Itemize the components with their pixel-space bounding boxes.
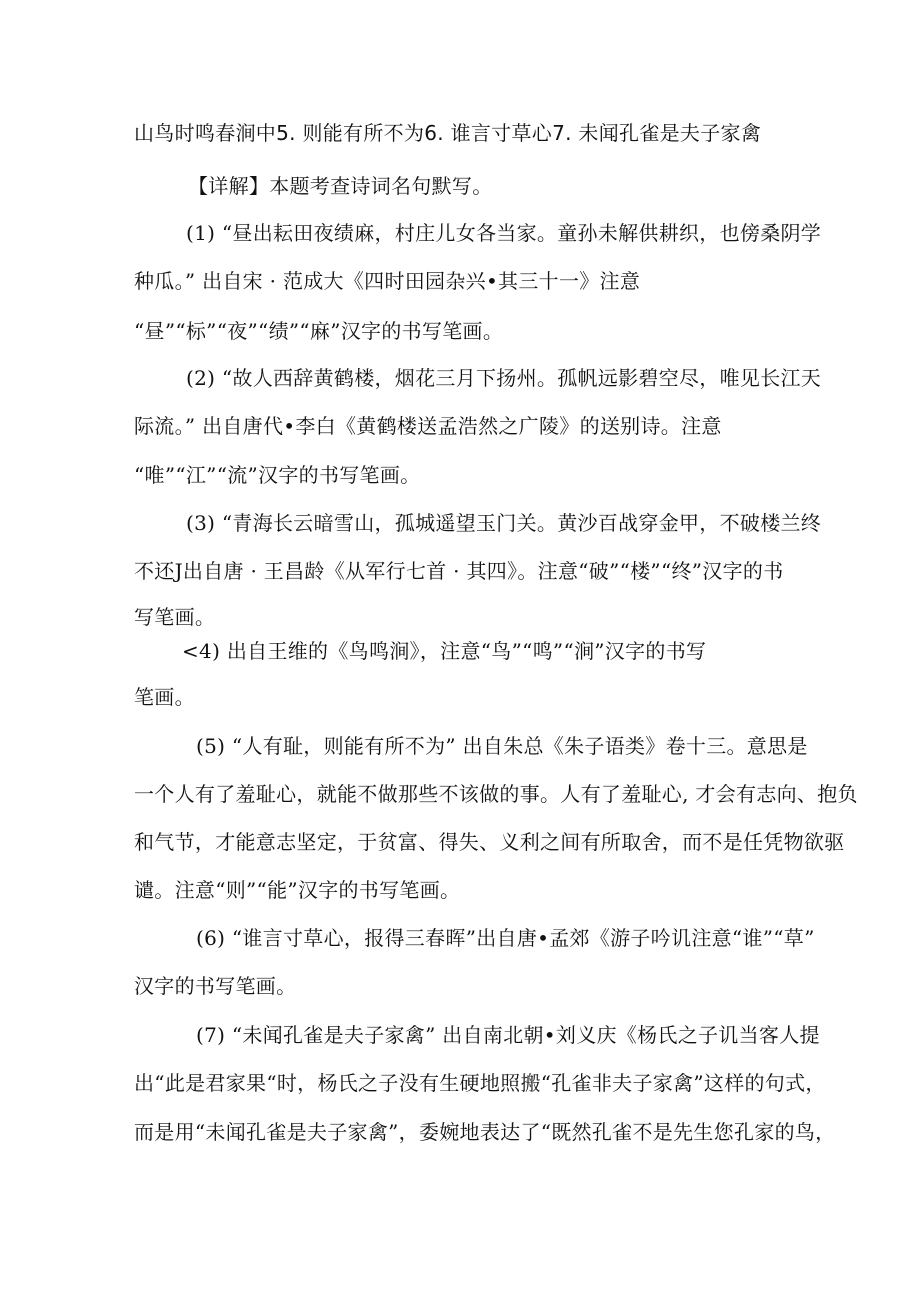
paragraph-7-line-3: 而是用“未闻孔雀是夫子家禽”，委婉地表达了“既然孔雀不是先生您孔家的鸟，	[134, 1120, 836, 1144]
paragraph-2-line-1: (2) “故人西辞黄鹤楼，烟花三月下扬州。孤帆远影碧空尽，唯见长江天	[186, 366, 822, 390]
paragraph-1-line-3: “昼”“标”“夜”“绩”“麻”汉字的书写笔画。	[134, 319, 504, 343]
paragraph-3-line-2: 不还J出自唐 · 王昌龄《从军行七首 · 其四》。注意“破”“楼”“终”汉字的书	[134, 559, 784, 583]
paragraph-1-line-2: 种瓜。” 出自宋 · 范成大《四时田园杂兴•其三十一》注意	[134, 269, 641, 293]
paragraph-5-line-4: 谴。注意“则”“能”汉字的书写笔画。	[134, 878, 461, 902]
paragraph-3-line-3: 写笔画。	[134, 605, 216, 629]
paragraph-5-line-2: 一个人有了羞耻心，就能不做那些不该做的事。人有了羞耻心, 才会有志向、抱负	[134, 782, 858, 806]
paragraph-2-line-3: “唯”“江”“流”汉字的书写笔画。	[134, 463, 421, 487]
paragraph-5-line-3: 和气节，才能意志坚定，于贫富、得失、义利之间有所取舍，而不是任凭物欲驱	[134, 830, 845, 854]
paragraph-3-line-1: (3) “青海长云暗雪山，孤城遥望玉门关。黄沙百战穿金甲，不破楼兰终	[186, 511, 822, 535]
explanation-heading: 【详解】本题考查诗词名句默写。	[188, 174, 493, 198]
paragraph-4-line-2: 笔画。	[134, 685, 195, 709]
paragraph-6-line-1: (6) “谁言寸草心，报得三春晖”出自唐•孟郊《游子吟讥注意“谁”“草”	[196, 926, 815, 950]
paragraph-7-line-2: 出“此是君家果“时，杨氏之子没有生硬地照搬“孔雀非夫子家禽”这样的句式，	[134, 1071, 826, 1095]
paragraph-4-line-1: <4) 出自王维的《鸟鸣涧》，注意“鸟”“鸣”“涧”汉字的书写	[182, 639, 707, 663]
paragraph-2-line-2: 际流。” 出自唐代•李白《黄鹤楼送孟浩然之广陵》的送别诗。注意	[134, 414, 722, 438]
paragraph-6-line-2: 汉字的书写笔画。	[134, 974, 297, 998]
paragraph-5-line-1: (5) “人有耻，则能有所不为” 出自朱总《朱子语类》卷十三。意思是	[196, 734, 808, 758]
paragraph-1-line-1: (1) “昼出耘田夜绩麻，村庄儿女各当家。童孙未解供耕织，也傍桑阴学	[186, 221, 822, 245]
answer-line: 山鸟时鸣春涧中5. 则能有所不为6. 谁言寸草心7. 未闻孔雀是夫子家禽	[134, 121, 762, 145]
paragraph-7-line-1: (7) “未闻孔雀是夫子家禽” 出自南北朝•刘义庆《杨氏之子讥当客人提	[196, 1023, 820, 1047]
